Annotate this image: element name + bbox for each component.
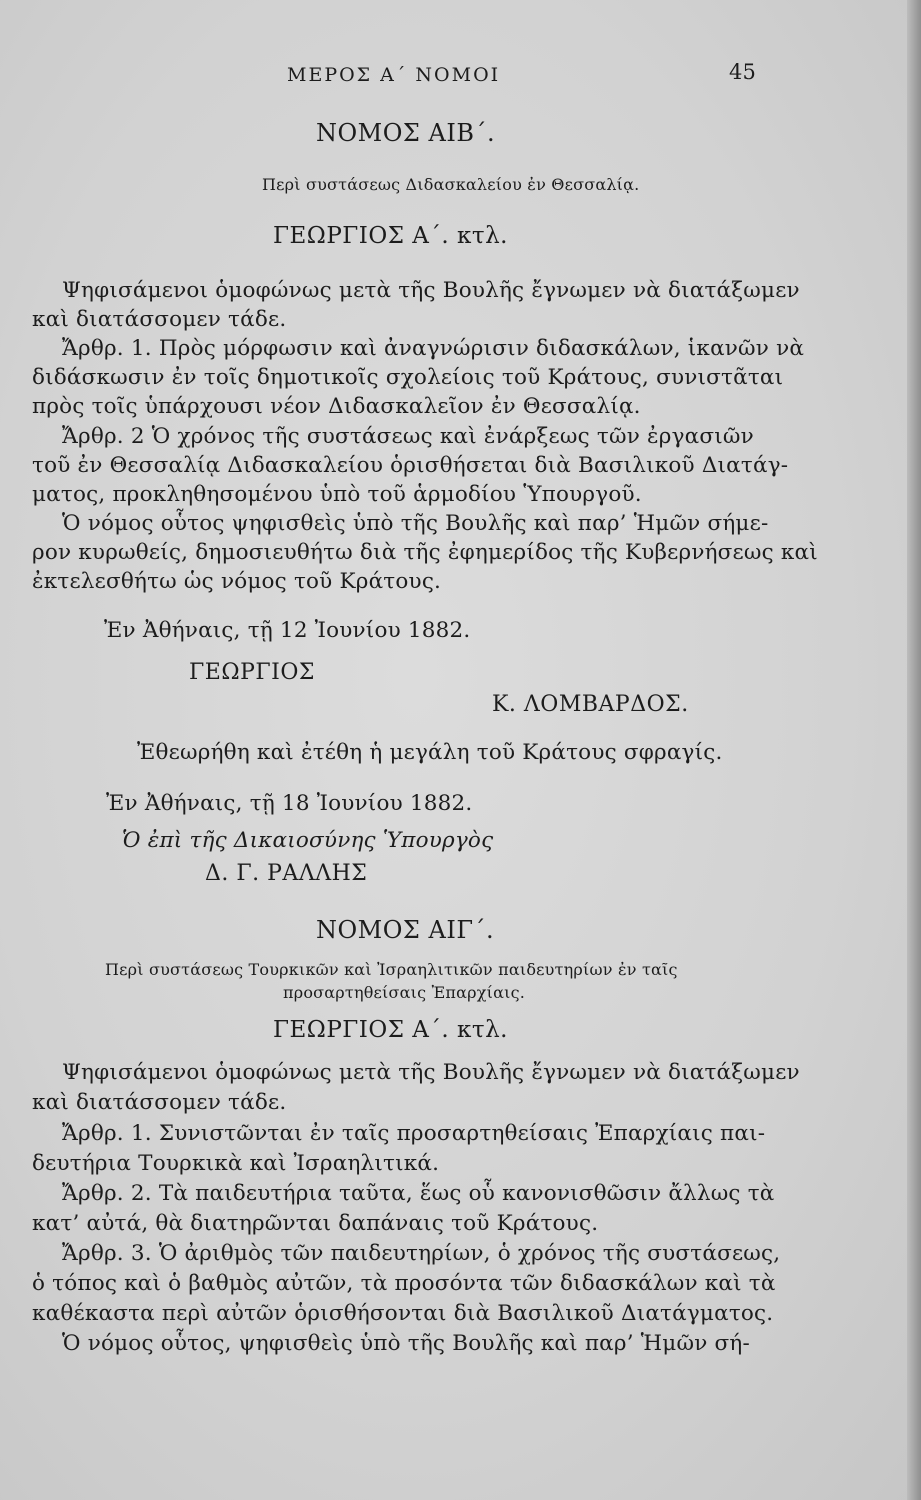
law2-text-line: Ἄρθρ. 2. Τὰ παιδευτήρια ταῦτα, ἕως οὗ κανονισθῶσιν ἄλλως τὰ xyxy=(62,1181,775,1206)
law1-text-line: διδάσκωσιν ἐν τοῖς δημοτικοῖς σχολείοις τοῦ Κράτους, συνιστᾶται xyxy=(32,365,784,390)
page-number: 45 xyxy=(729,60,757,84)
law2-text-line: ὁ τόπος καὶ ὁ βαθμὸς αὐτῶν, τὰ προσόντα τῶν διδασκάλων καὶ τὰ xyxy=(32,1271,776,1296)
running-head: ΜΕΡΟΣ Α΄ ΝΟΜΟΙ xyxy=(287,64,501,86)
law2-text-line: δευτήρια Τουρκικὰ καὶ Ἰσραηλιτικά. xyxy=(32,1151,440,1176)
law1-text-line: καὶ διατάσσομεν τάδε. xyxy=(32,307,287,332)
law1-justice-minister-name: Δ. Γ. ΡΑΛΛΗΣ xyxy=(205,861,368,886)
law1-king-heading: ΓΕΩΡΓΙΟΣ Α΄. κτλ. xyxy=(273,223,508,249)
law2-text-line: Ὁ νόμος οὗτος, ψηφισθεὶς ὑπὸ τῆς Βουλῆς καὶ παρ’ Ἡμῶν σή- xyxy=(62,1331,750,1356)
law2-text-line: καθέκαστα περὶ αὐτῶν ὁρισθήσονται διὰ Βασιλικοῦ Διατάγματος. xyxy=(32,1301,774,1326)
law1-minister-signature: Κ. ΛΟΜΒΑΡΔΟΣ. xyxy=(492,692,689,717)
law1-justice-minister-role: Ὁ ἐπὶ τῆς Δικαιοσύνης Ὑπουργὸς xyxy=(122,828,494,853)
page-spine-shadow xyxy=(907,0,921,1500)
law1-text-line: Ἄρθρ. 1. Πρὸς μόρφωσιν καὶ ἀναγνώρισιν διδασκάλων, ἱκανῶν νὰ xyxy=(62,336,805,361)
law1-title: ΝΟΜΟΣ ΑΙΒ΄. xyxy=(316,119,496,147)
law1-text-line: ματος, προκληθησομένου ὑπὸ τοῦ ἁρμοδίου Ὑπουργοῦ. xyxy=(32,482,642,507)
law2-subtitle-line2: προσαρτηθείσαις Ἐπαρχίαις. xyxy=(283,983,526,1002)
law2-subtitle-line1: Περὶ συστάσεως Τουρκικῶν καὶ Ἰσραηλιτικῶν παιδευτηρίων ἐν ταῖς xyxy=(105,960,678,979)
law1-text-line: Ἄρθρ. 2 Ὁ χρόνος τῆς συστάσεως καὶ ἐνάρξεως τῶν ἐργασιῶν xyxy=(62,424,754,449)
law1-text-line: ἐκτελεσθήτω ὡς νόμος τοῦ Κράτους. xyxy=(32,569,442,594)
law1-text-line: Ψηφισάμενοι ὁμοφώνως μετὰ τῆς Βουλῆς ἔγνωμεν νὰ διατάξωμεν xyxy=(62,278,800,303)
law1-text-line: πρὸς τοῖς ὑπάρχουσι νέον Διδασκαλεῖον ἐν Θεσσαλίᾳ. xyxy=(32,394,641,419)
law2-text-line: Ἄρθρ. 3. Ὁ ἀριθμὸς τῶν παιδευτηρίων, ὁ χρόνος τῆς συστάσεως, xyxy=(62,1241,781,1266)
law1-text-line: ρον κυρωθείς, δημοσιευθήτω διὰ τῆς ἐφημερίδος τῆς Κυβερνήσεως καὶ xyxy=(32,540,818,565)
law2-text-line: Ἄρθρ. 1. Συνιστῶνται ἐν ταῖς προσαρτηθείσαις Ἐπαρχίαις παι- xyxy=(62,1121,766,1146)
law1-date: Ἐν Ἀθήναις, τῇ 12 Ἰουνίου 1882. xyxy=(104,618,471,643)
law1-seal-note: Ἐθεωρήθη καὶ ἐτέθη ἡ μεγάλη τοῦ Κράτους σφραγίς. xyxy=(137,740,723,765)
law2-text-line: κατ’ αὐτά, θὰ διατηρῶνται δαπάναις τοῦ Κράτους. xyxy=(32,1211,599,1236)
law2-text-line: καὶ διατάσσομεν τάδε. xyxy=(32,1090,287,1115)
law1-text-line: τοῦ ἐν Θεσσαλίᾳ Διδασκαλείου ὁρισθήσεται διὰ Βασιλικοῦ Διατάγ- xyxy=(32,453,789,478)
law2-king-heading: ΓΕΩΡΓΙΟΣ Α΄. κτλ. xyxy=(273,1017,508,1043)
law1-text-line: Ὁ νόμος οὗτος ψηφισθεὶς ὑπὸ τῆς Βουλῆς καὶ παρ’ Ἡμῶν σήμε- xyxy=(62,511,769,536)
law1-subtitle: Περὶ συστάσεως Διδασκαλείου ἐν Θεσσαλίᾳ. xyxy=(262,175,640,194)
law2-text-line: Ψηφισάμενοι ὁμοφώνως μετὰ τῆς Βουλῆς ἔγνωμεν νὰ διατάξωμεν xyxy=(62,1060,800,1085)
law1-seal-date: Ἐν Ἀθήναις, τῇ 18 Ἰουνίου 1882. xyxy=(106,791,473,816)
law1-king-signature: ΓΕΩΡΓΙΟΣ xyxy=(189,660,315,685)
law2-title: ΝΟΜΟΣ ΑΙΓ΄. xyxy=(316,916,495,944)
